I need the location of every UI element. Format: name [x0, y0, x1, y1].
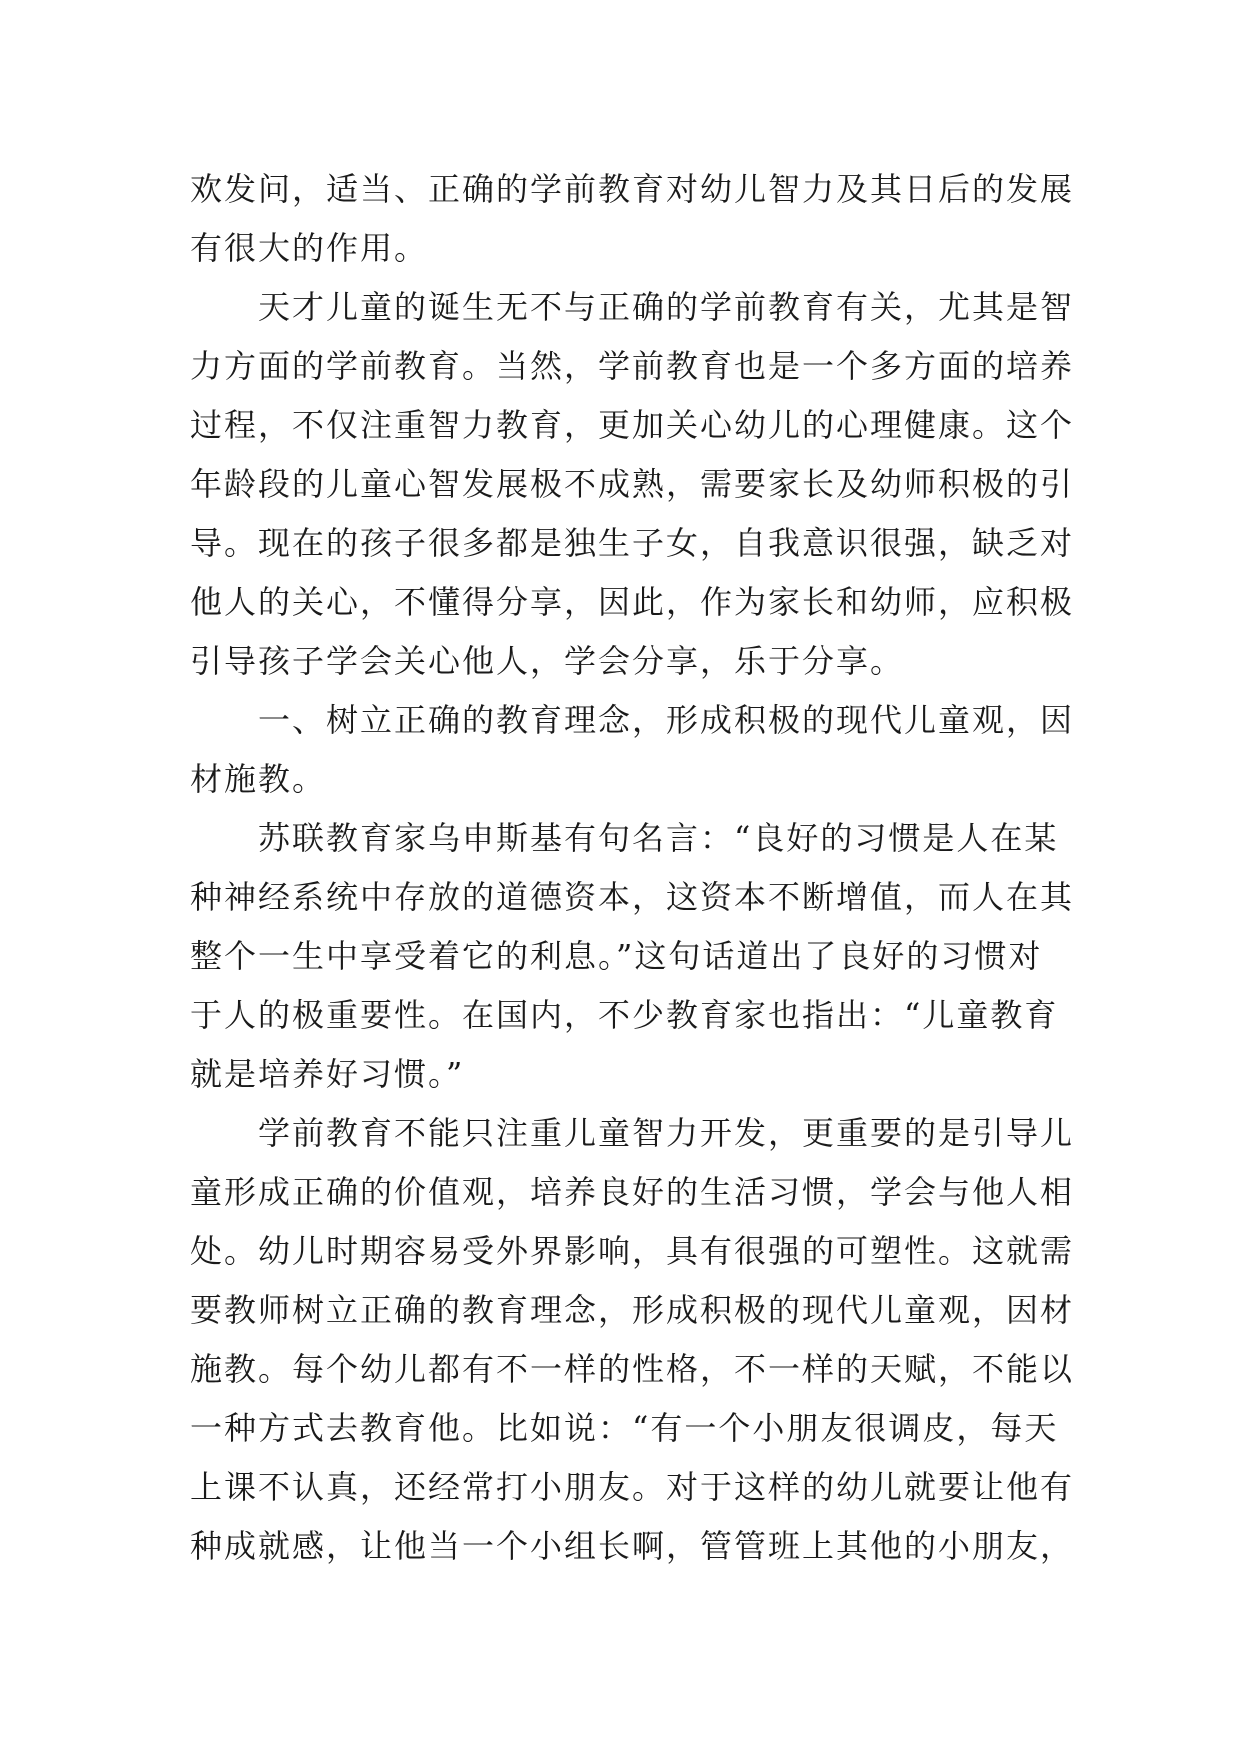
paragraph	[190, 809, 1075, 1104]
text-line: 一、树立正确的教育理念，形成积极的现代儿童观，因	[190, 701, 1075, 739]
text-line: 童形成正确的价值观，培养良好的生活习惯，学会与他人相	[190, 1173, 1075, 1211]
text-line: 要教师树立正确的教育理念，形成积极的现代儿童观，因材	[190, 1291, 1075, 1329]
text-line: 一种方式去教育他。比如说：“有一个小朋友很调皮，每天	[190, 1409, 1059, 1447]
text-line: 年龄段的儿童心智发展极不成熟，需要家长及幼师积极的引	[190, 465, 1075, 503]
text-line: 苏联教育家乌申斯基有句名言：“良好的习惯是人在某	[190, 819, 1059, 857]
section-heading	[190, 691, 1075, 809]
paragraph	[190, 160, 1075, 278]
body-text	[190, 160, 1075, 1576]
paragraph	[190, 1104, 1075, 1576]
text-line: 整个一生中享受着它的利息。”这句话道出了良好的习惯对	[190, 937, 1043, 975]
text-line: 天才儿童的诞生无不与正确的学前教育有关，尤其是智	[190, 288, 1075, 326]
text-line: 就是培养好习惯。”	[190, 1055, 465, 1093]
text-line: 欢发问，适当、正确的学前教育对幼儿智力及其日后的发展	[190, 170, 1075, 208]
text-line: 处。幼儿时期容易受外界影响，具有很强的可塑性。这就需	[190, 1232, 1075, 1270]
text-line: 学前教育不能只注重儿童智力开发，更重要的是引导儿	[190, 1114, 1075, 1152]
text-line: 种成就感，让他当一个小组长啊，管管班上其他的小朋友，	[190, 1527, 1075, 1565]
text-line: 引导孩子学会关心他人，学会分享，乐于分享。	[190, 642, 905, 680]
text-line: 他人的关心，不懂得分享，因此，作为家长和幼师，应积极	[190, 583, 1075, 621]
text-line: 于人的极重要性。在国内，不少教育家也指出：“儿童教育	[190, 996, 1059, 1034]
text-line: 过程，不仅注重智力教育，更加关心幼儿的心理健康。这个	[190, 406, 1075, 444]
text-line: 种神经系统中存放的道德资本，这资本不断增值，而人在其	[190, 878, 1075, 916]
text-line: 有很大的作用。	[190, 229, 429, 267]
text-line: 导。现在的孩子很多都是独生子女，自我意识很强，缺乏对	[190, 524, 1075, 562]
text-line: 施教。每个幼儿都有不一样的性格，不一样的天赋，不能以	[190, 1350, 1075, 1388]
text-line: 材施教。	[190, 760, 327, 798]
text-line: 上课不认真，还经常打小朋友。对于这样的幼儿就要让他有	[190, 1468, 1075, 1506]
paragraph	[190, 278, 1075, 691]
text-line: 力方面的学前教育。当然，学前教育也是一个多方面的培养	[190, 347, 1075, 385]
